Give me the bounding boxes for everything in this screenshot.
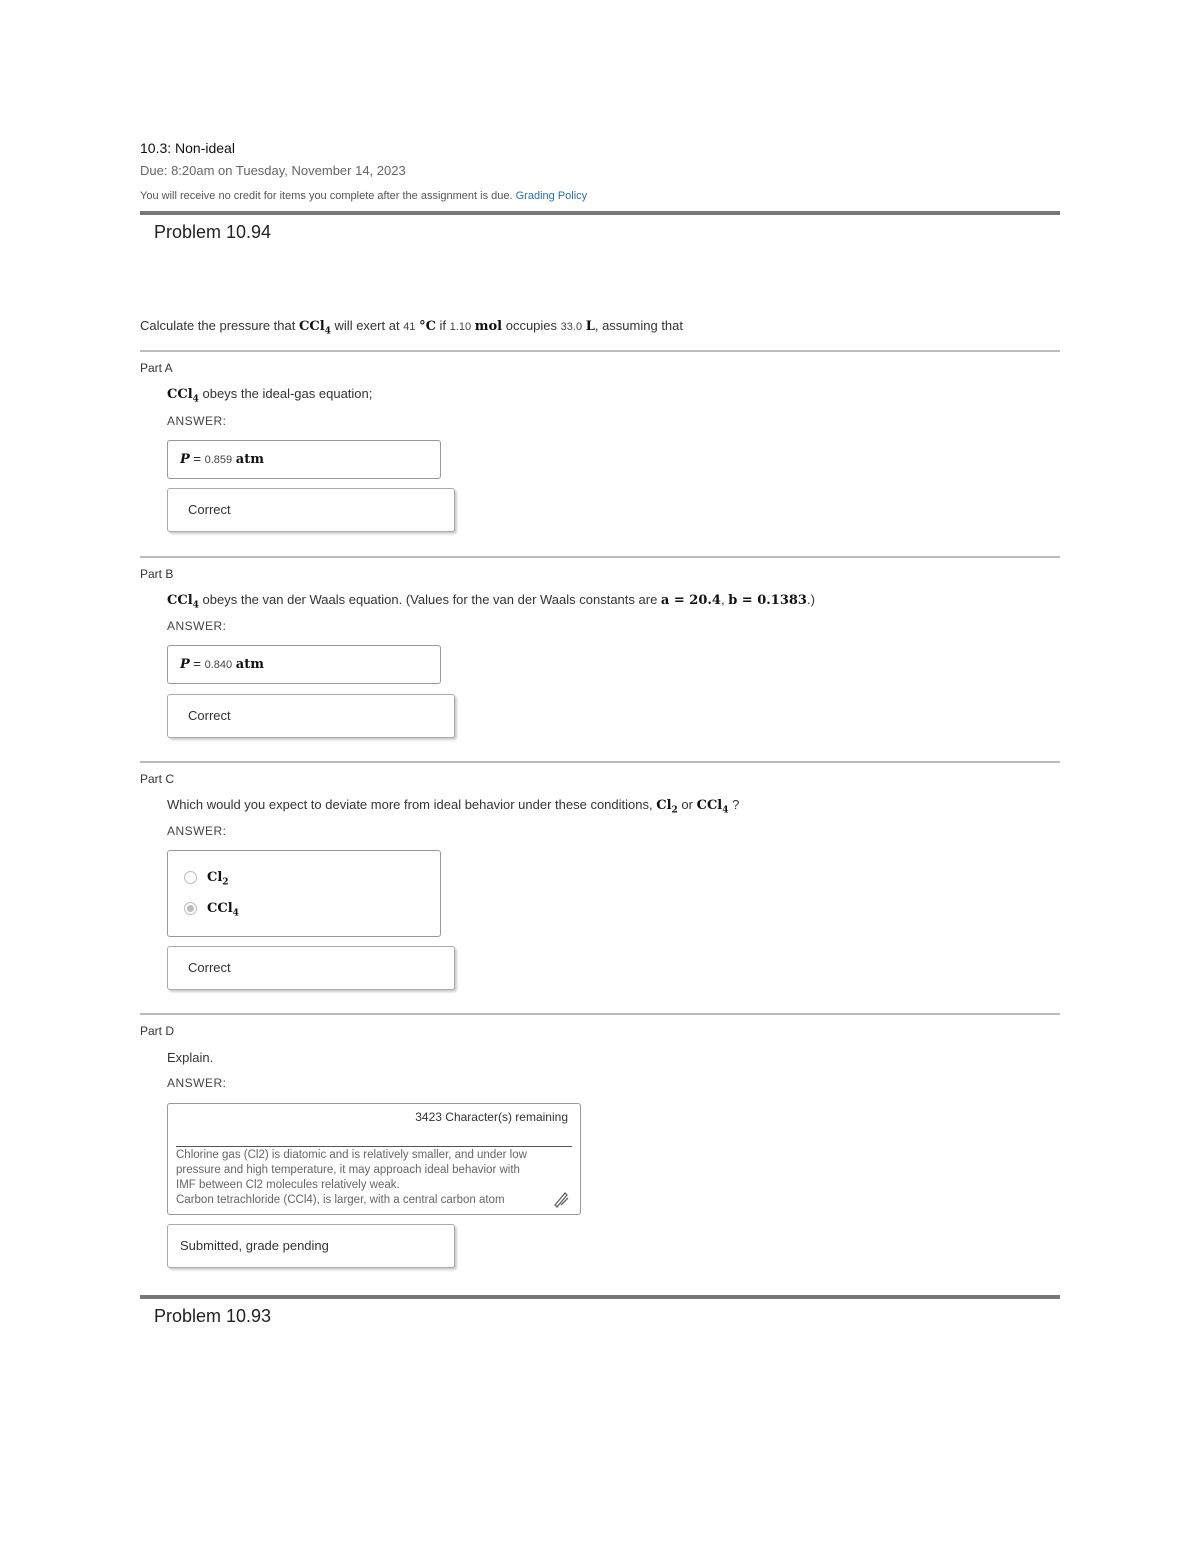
moles-value: 1.10 [449,321,472,333]
part-c-prompt: Which would you expect to deviate more from ideal behavior under these conditions, $Cl_2$ or CCl$_4$ ? [167,797,740,816]
section-divider [140,211,1060,215]
section-divider [140,1295,1060,1299]
temperature-unit: °C [419,319,436,334]
part-divider [140,350,1060,352]
answer-label: ANSWER: [167,824,227,838]
part-b-answer-value: 0.840 [204,659,233,671]
textarea-divider [176,1146,572,1147]
choice-cl2[interactable]: $Cl_2$ [184,869,229,888]
volume-unit: L [585,319,595,334]
part-a-prompt: CCl$_4$ obeys the ideal-gas equation; [167,386,373,405]
part-b-answer-box [167,645,441,684]
chars-remaining: 3423 Character(s) remaining [415,1110,568,1124]
explanation-text[interactable]: Chlorine gas (Cl2) is diatomic and is relatively smaller, and under low pressure and high temperature, it may approach ideal behavior with IMF between Cl2 molecules relatively weak. Carbon tetrachloride (CCl4), is larger, with a central carbon atom [176,1149,527,1206]
moles-unit: mol [474,319,503,334]
next-problem-title: Problem 10.93 [154,1306,272,1326]
question-text: will exert at [334,318,400,333]
assignment-title: 10.3: Non-ideal [140,140,235,156]
question-text: , assuming that [594,318,683,333]
explanation-textarea[interactable] [167,1103,581,1215]
radio-cl2[interactable] [184,871,197,884]
due-date: Due: 8:20am on Tuesday, November 14, 2023 [140,163,406,178]
problem-question [140,318,683,337]
volume-value: 33.0 [560,321,583,333]
part-d-prompt: Explain. [167,1050,214,1065]
answer-label: ANSWER: [167,1076,227,1090]
part-a-label: Part A [140,361,173,375]
part-b-label: Part B [140,567,174,581]
resize-pencil-icon[interactable] [552,1190,570,1208]
part-c-feedback: Correct [167,946,455,990]
part-a-answer-box [167,440,441,479]
part-a-feedback: Correct [167,488,455,532]
part-d-label: Part D [140,1024,175,1038]
problem-title: Problem 10.94 [154,222,272,242]
choice-ccl4[interactable]: CCl$_4$ [184,900,239,919]
late-notice-text: You will receive no credit for items you complete after the assignment is due. [140,190,513,202]
question-text: if [439,318,447,333]
question-text: occupies [505,318,558,333]
radio-ccl4[interactable] [184,902,197,915]
part-c-label: Part C [140,772,175,786]
part-b-answer: P = 0.840 atm [180,656,264,672]
vdw-constant-a: a = 20.4 [660,593,721,608]
part-divider [140,556,1060,558]
part-c-choices [167,850,441,937]
part-d-feedback: Submitted, grade pending [167,1224,455,1268]
question-text: Calculate the pressure that [140,318,296,333]
part-a-answer: P = 0.859 atm [180,451,264,467]
part-b-prompt: CCl$_4$ obeys the van der Waals equation. (Values for the van der Waals constants are a = 20.4, b = 0.1383.) [167,592,815,611]
part-divider [140,761,1060,763]
part-a-answer-value: 0.859 [204,454,233,466]
part-b-feedback: Correct [167,694,455,738]
math-compound: CCl$_4$ [299,319,331,337]
grading-policy-link[interactable]: Grading Policy [515,190,588,202]
answer-label: ANSWER: [167,619,227,633]
answer-label: ANSWER: [167,414,227,428]
temperature-value: 41 [403,321,416,333]
vdw-constant-b: b = 0.1383 [728,593,807,608]
part-divider [140,1013,1060,1015]
late-notice [140,190,587,202]
